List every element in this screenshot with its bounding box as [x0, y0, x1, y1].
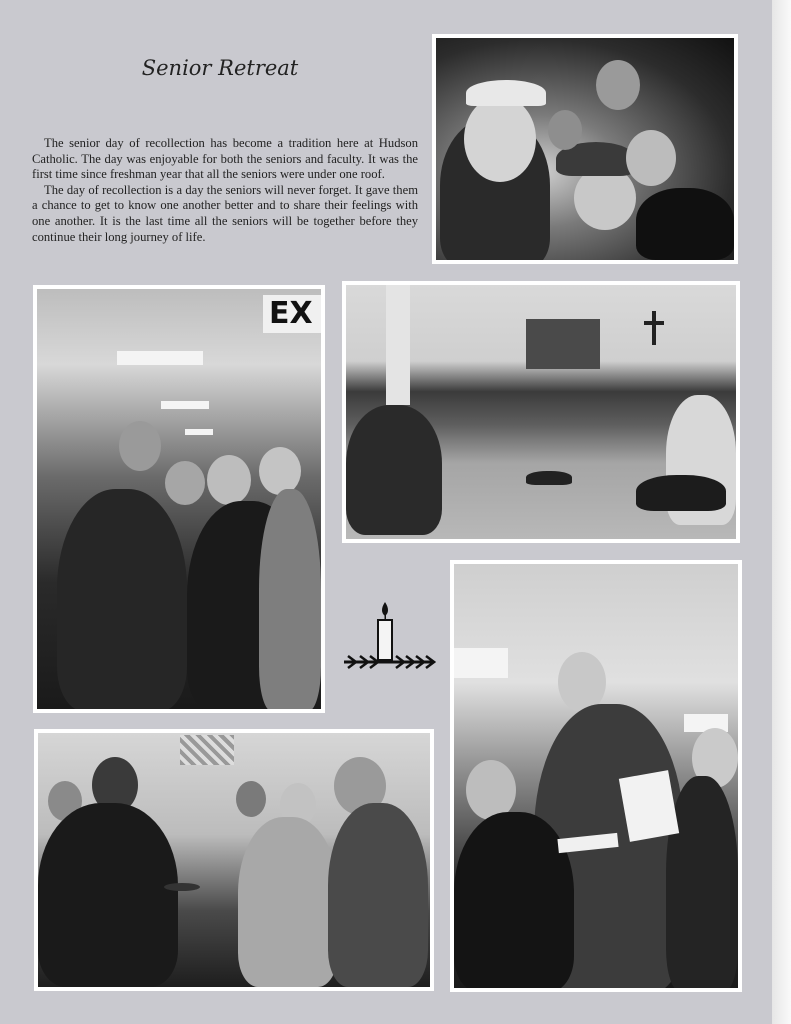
photo-hallway: [33, 285, 325, 713]
photo-reading-paper: [450, 560, 742, 992]
page-edge: [772, 0, 791, 1024]
photo-reading-paper-image: [454, 564, 738, 988]
cross-icon: [652, 311, 656, 345]
photo-group-selfie: [432, 34, 738, 264]
photo-hallway-image: [37, 289, 321, 709]
photo-standing-group: [34, 729, 434, 991]
candle-icon: [340, 596, 436, 676]
photo-circle-room-image: [346, 285, 736, 539]
paragraph-2: The day of recollection is a day the seniors will never forget. It gave them a chance to get to know one another better and to share their feelings with one another. It is the last time all the seniors will be together before they continue their long journey of life.: [32, 182, 418, 244]
exit-sign: EX: [263, 295, 321, 333]
article-text: [32, 136, 418, 245]
paragraph-1: The senior day of recollection has become a tradition here at Hudson Catholic. The day was enjoyable for both the seniors and faculty. It was the first time since freshman year that all the seniors were under one roof.: [32, 136, 418, 182]
photo-group-selfie-image: [436, 38, 734, 260]
photo-standing-group-image: [38, 733, 430, 987]
page-title: Senior Retreat: [141, 56, 299, 80]
photo-circle-room: [342, 281, 740, 543]
